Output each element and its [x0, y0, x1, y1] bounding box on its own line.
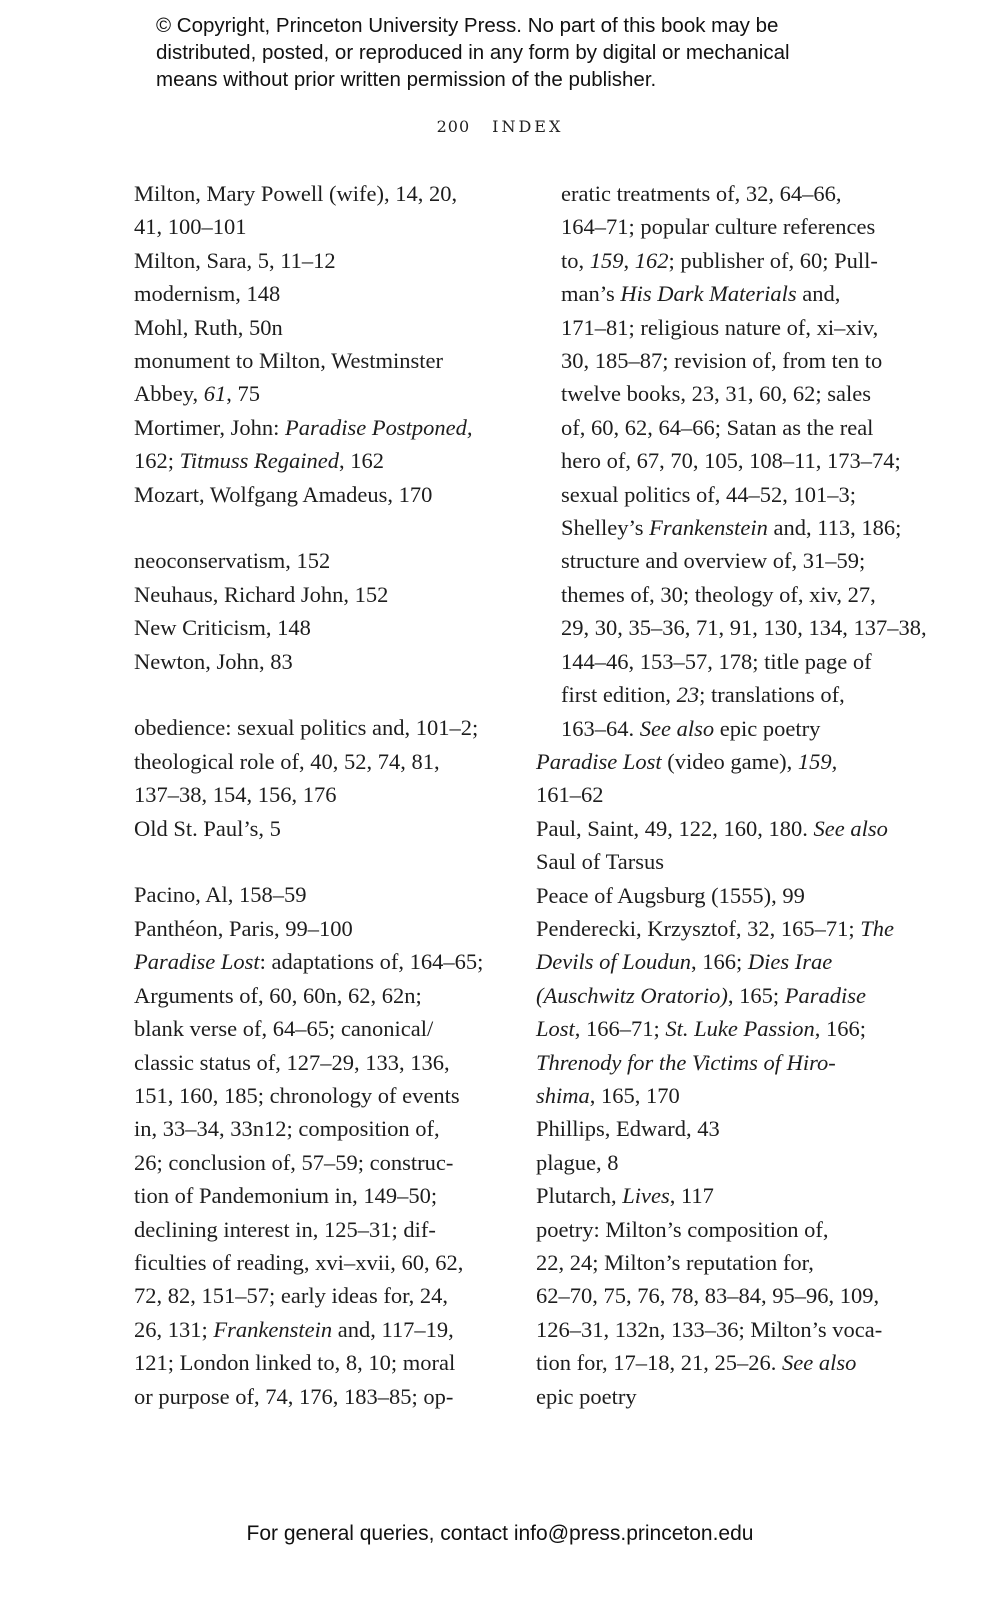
entry-line: Milton, Mary Powell (wife), 14, 20,: [134, 181, 458, 206]
entry-line: 121; London linked to, 8, 10; moral: [134, 1350, 456, 1376]
entry-line: [536, 1046, 896, 1079]
entry-italic: 159,: [797, 748, 838, 774]
index-entry: [134, 244, 494, 277]
index-entry: [536, 1146, 896, 1179]
index-column-left: [134, 177, 494, 1413]
entry-text: ; translations of,: [699, 682, 845, 708]
entry-line: [536, 1179, 896, 1212]
entry-line: epic poetry: [536, 1383, 637, 1409]
entry-line: [536, 812, 896, 845]
index-entry: [134, 411, 494, 478]
letter-gap: [134, 678, 494, 711]
entry-italic: The: [860, 915, 895, 941]
entry-line: Old St. Paul’s, 5: [134, 815, 281, 841]
entry-line: structure and overview of, 31–59;: [561, 548, 866, 574]
index-entry: [134, 711, 494, 811]
entry-line: [536, 1079, 896, 1112]
entry-text: first edition,: [561, 682, 677, 708]
entry-line: [134, 945, 494, 978]
entry-line: [561, 511, 902, 544]
entry-text: and, 117–19,: [332, 1316, 454, 1342]
index-entry: [134, 645, 494, 678]
entry-italic: See also: [781, 1350, 857, 1376]
entry-line: 137–38, 154, 156, 176: [134, 782, 337, 808]
entry-italic: Paradise Postponed,: [284, 414, 473, 440]
entry-text: Paul, Saint, 49, 122, 160, 180.: [536, 815, 814, 841]
entry-text: ,: [623, 247, 635, 273]
entry-line: blank verse of, 64–65; canonical/: [134, 1016, 434, 1042]
entry-line: ficulties of reading, xvi–xvii, 60, 62,: [134, 1249, 464, 1275]
entry-text: Abbey,: [134, 381, 204, 407]
entry-line: [134, 377, 494, 410]
entry-line: modernism, 148: [134, 281, 281, 307]
index-entry: [134, 177, 494, 244]
entry-italic: Lives: [622, 1183, 670, 1209]
entry-text: , 166;: [691, 949, 748, 975]
entry-line: [134, 1313, 494, 1346]
entry-line: [561, 678, 896, 711]
entry-italic: Lost: [536, 1016, 575, 1042]
entry-line: Phillips, Edward, 43: [536, 1116, 720, 1142]
entry-line: 164–71; popular culture references: [561, 214, 876, 240]
entry-italic: 159: [589, 247, 624, 273]
entry-italic: His Dark Materials: [620, 281, 797, 307]
entry-text: 163–64.: [561, 715, 640, 741]
entry-text: , 166–71;: [574, 1016, 666, 1042]
entry-line: 62–70, 75, 76, 78, 83–84, 95–96, 109,: [536, 1283, 880, 1309]
index-entry: [536, 879, 896, 912]
copyright-notice: [156, 12, 876, 93]
entry-italic: St. Luke Passion: [665, 1016, 815, 1042]
entry-text: epic poetry: [714, 715, 821, 741]
entry-text: , 117: [669, 1183, 714, 1209]
entry-line: declining interest in, 125–31; dif-: [134, 1216, 436, 1242]
entry-line: Mohl, Ruth, 50n: [134, 314, 283, 340]
entry-text: ; publisher of, 60; Pull-: [668, 247, 878, 273]
index-entry: [134, 277, 494, 310]
index-entry: [134, 544, 494, 577]
entry-line: [561, 277, 896, 310]
index-entry: [536, 912, 896, 1112]
entry-italic: See also: [639, 715, 715, 741]
index-entry: [536, 1179, 896, 1212]
entry-italic: Titmuss Regained: [179, 448, 340, 474]
page-number: 200: [436, 117, 471, 136]
entry-line: 144–46, 153–57, 178; title page of: [561, 648, 872, 674]
entry-line: New Criticism, 148: [134, 615, 311, 641]
entry-text: , 166;: [814, 1016, 867, 1042]
entry-line: [134, 411, 494, 444]
entry-line: 171–81; religious nature of, xi–xiv,: [561, 314, 879, 340]
entry-italic: 162: [634, 247, 669, 273]
index-entry: [536, 745, 896, 812]
entry-italic: shima: [536, 1082, 590, 1108]
copyright-line: means without prior written permission of the publisher.: [156, 68, 657, 91]
entry-text: : adaptations of, 164–65;: [259, 949, 484, 975]
entry-text: and, 113, 186;: [767, 515, 902, 541]
entry-line: or purpose of, 74, 176, 183–85; op-: [134, 1383, 454, 1409]
footer-contact: For general queries, contact info@press.princeton.edu: [246, 1522, 754, 1545]
entry-italic: Dies Irae: [747, 949, 833, 975]
entry-line: [561, 712, 896, 745]
entry-italic: 23: [676, 682, 700, 708]
entry-italic: Threnody for the Victims of Hiro-: [536, 1049, 836, 1075]
entry-line: [536, 745, 896, 778]
entry-line: theological role of, 40, 52, 74, 81,: [134, 748, 440, 774]
index-entry: [134, 812, 494, 845]
entry-line: Neuhaus, Richard John, 152: [134, 581, 389, 607]
entry-text: , 162: [339, 448, 385, 474]
index-entry: [134, 878, 494, 911]
entry-line: Arguments of, 60, 60n, 62, 62n;: [134, 982, 422, 1008]
entry-line: of, 60, 62, 64–66; Satan as the real: [561, 414, 874, 440]
entry-line: eratic treatments of, 32, 64–66,: [561, 181, 842, 206]
entry-text: , 165, 170: [589, 1082, 680, 1108]
entry-text: Shelley’s: [561, 515, 650, 541]
index-entry: [536, 812, 896, 879]
copyright-line: distributed, posted, or reproduced in any form by digital or mechanical: [156, 41, 790, 64]
entry-text: Penderecki, Krzysztof, 32, 165–71;: [536, 915, 861, 941]
entry-line: 72, 82, 151–57; early ideas for, 24,: [134, 1283, 449, 1309]
entry-line: sexual politics of, 44–52, 101–3;: [561, 481, 856, 507]
entry-text: and,: [796, 281, 841, 307]
entry-line: 41, 100–101: [134, 214, 247, 240]
entry-line: 26; conclusion of, 57–59; construc-: [134, 1149, 454, 1175]
entry-line: [536, 1012, 896, 1045]
letter-gap: [134, 511, 494, 544]
entry-italic: Paradise: [784, 982, 867, 1008]
entry-italic: Frankenstein: [213, 1316, 333, 1342]
entry-line: Mozart, Wolfgang Amadeus, 170: [134, 481, 433, 507]
entry-text: to,: [561, 247, 590, 273]
entry-italic: 61: [203, 381, 227, 407]
entry-text: (video game),: [661, 748, 798, 774]
entry-italic: Frankenstein: [649, 515, 768, 541]
entry-text: Plutarch,: [536, 1183, 623, 1209]
entry-italic: Paradise Lost: [536, 748, 662, 774]
index-entry: [134, 344, 494, 411]
index-entry: [536, 1213, 896, 1413]
entry-line: hero of, 67, 70, 105, 108–11, 173–74;: [561, 448, 901, 474]
entry-line: poetry: Milton’s composition of,: [536, 1216, 829, 1242]
index-entry: [134, 311, 494, 344]
entry-line: classic status of, 127–29, 133, 136,: [134, 1049, 450, 1075]
index-entry: [134, 912, 494, 945]
entry-line: [536, 945, 896, 978]
index-entry: [536, 1112, 896, 1145]
entry-line: twelve books, 23, 31, 60, 62; sales: [561, 381, 871, 407]
entry-line: [536, 979, 896, 1012]
entry-line: monument to Milton, Westminster: [134, 348, 444, 374]
section-title: INDEX: [492, 117, 564, 136]
entry-line: themes of, 30; theology of, xiv, 27,: [561, 581, 876, 607]
letter-gap: [134, 845, 494, 878]
copyright-line: © Copyright, Princeton University Press. No part of this book may be: [156, 14, 779, 37]
entry-line: [536, 1346, 896, 1379]
entry-line: neoconservatism, 152: [134, 548, 331, 574]
entry-line: obedience: sexual politics and, 101–2;: [134, 715, 479, 741]
entry-line: 126–31, 132n, 133–36; Milton’s voca-: [536, 1316, 883, 1342]
entry-line: 161–62: [536, 782, 604, 808]
entry-text: tion for, 17–18, 21, 25–26.: [536, 1350, 782, 1376]
index-entry-continued: [536, 177, 927, 745]
entry-line: 22, 24; Milton’s reputation for,: [536, 1250, 814, 1275]
entry-line: plague, 8: [536, 1149, 619, 1175]
index-column-right: [536, 177, 927, 1413]
entry-line: [561, 244, 896, 277]
entry-line: 29, 30, 35–36, 71, 91, 130, 134, 137–38,: [561, 615, 927, 641]
entry-line: [536, 912, 896, 945]
index-entry: [134, 611, 494, 644]
entry-line: 30, 185–87; revision of, from ten to: [561, 348, 883, 374]
entry-line: Newton, John, 83: [134, 648, 293, 674]
entry-italic: See also: [813, 815, 888, 841]
entry-line: Saul of Tarsus: [536, 849, 665, 875]
entry-line: [134, 444, 494, 477]
entry-italic: Devils of Loudun: [536, 949, 691, 975]
entry-text: man’s: [561, 281, 621, 307]
entry-line: Pacino, Al, 158–59: [134, 882, 307, 908]
index-entry: [134, 478, 494, 511]
entry-line: Peace of Augsburg (1555), 99: [536, 882, 805, 908]
running-head: [0, 117, 1000, 136]
entry-line: tion of Pandemonium in, 149–50;: [134, 1183, 438, 1209]
entry-line: Milton, Sara, 5, 11–12: [134, 247, 336, 273]
entry-text: 162;: [134, 448, 180, 474]
entry-italic: (Auschwitz Oratorio): [536, 982, 728, 1008]
entry-line: in, 33–34, 33n12; composition of,: [134, 1116, 440, 1142]
entry-text: Mortimer, John:: [134, 414, 285, 440]
index-entry: [134, 578, 494, 611]
entry-text: 26, 131;: [134, 1316, 214, 1342]
entry-text: , 75: [226, 381, 261, 407]
index-entry: [134, 945, 494, 1413]
entry-line: Panthéon, Paris, 99–100: [134, 915, 353, 941]
entry-italic: Paradise Lost: [134, 949, 260, 975]
entry-line: 151, 160, 185; chronology of events: [134, 1082, 460, 1108]
entry-text: , 165;: [727, 982, 785, 1008]
